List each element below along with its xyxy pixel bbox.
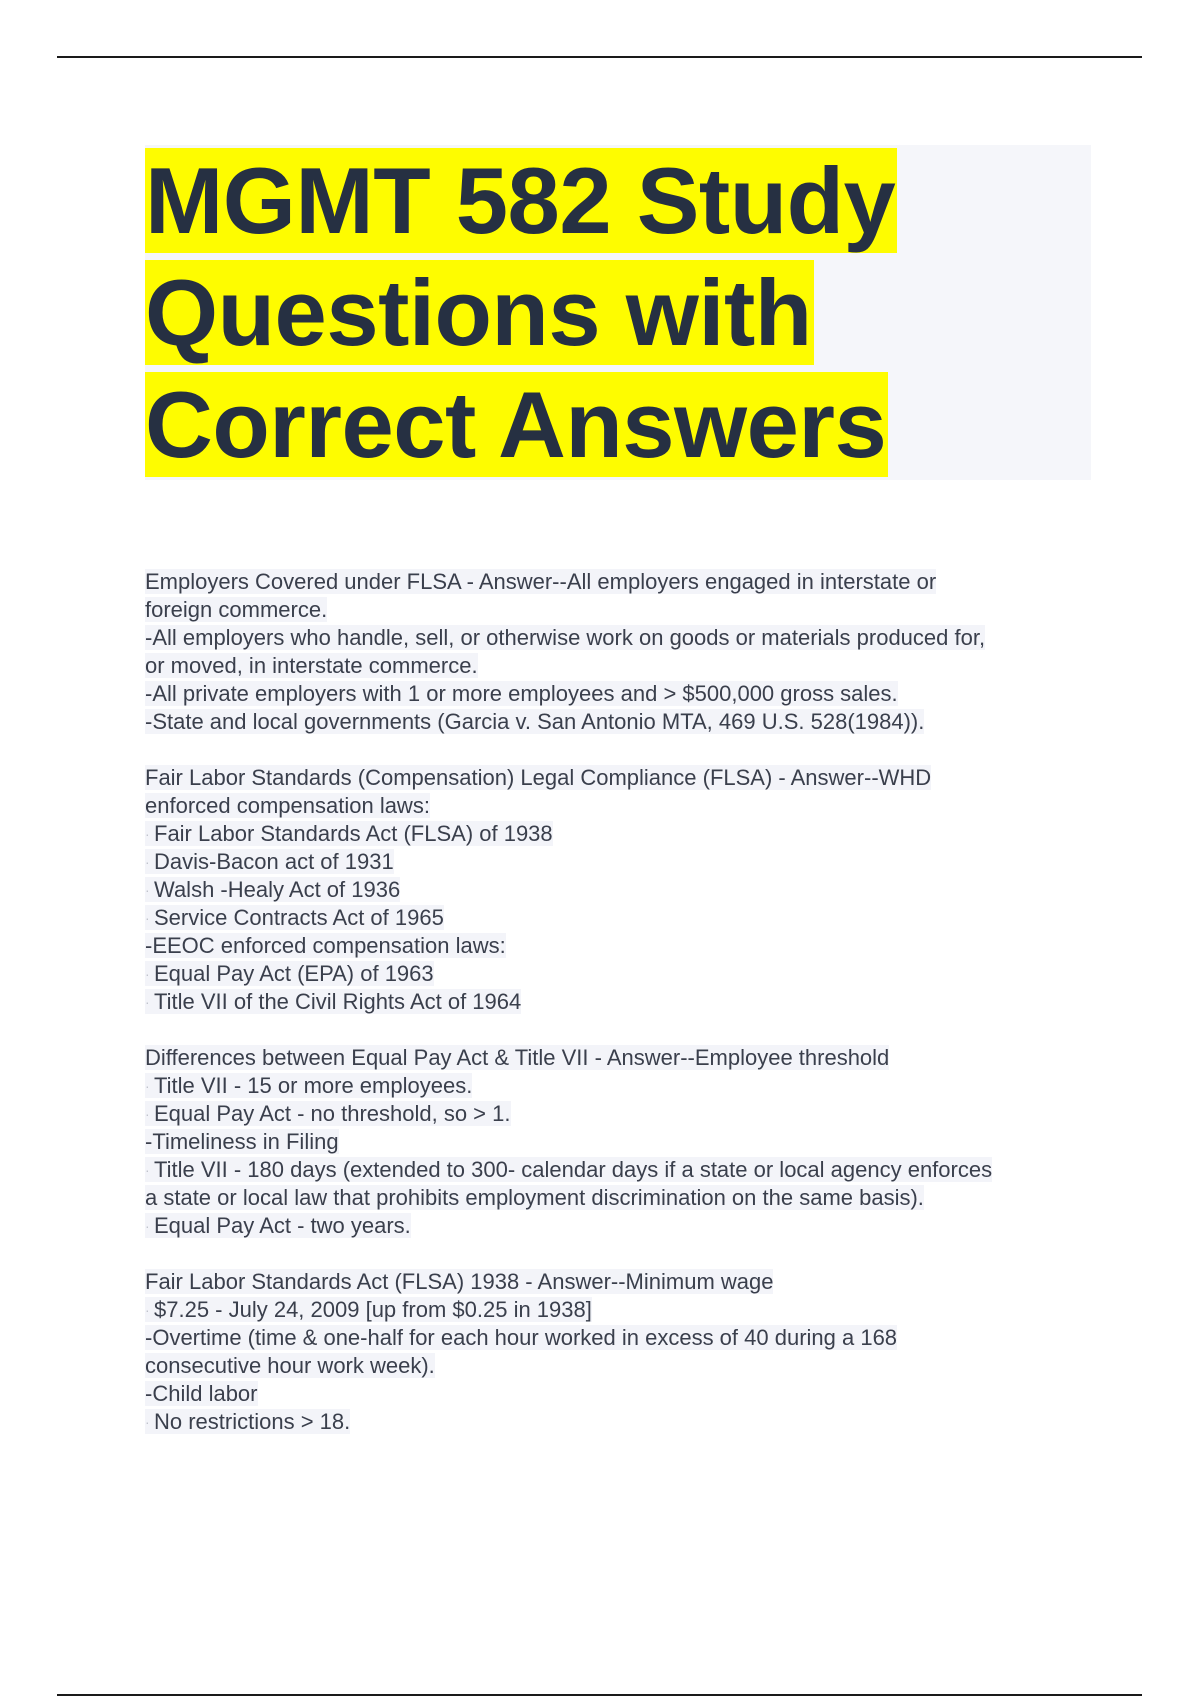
qa-line-text: consecutive hour work week). — [145, 1353, 435, 1378]
qa-line-highlight — [145, 989, 521, 1014]
qa-line-text: Davis-Bacon act of 1931 — [154, 849, 394, 874]
qa-line — [145, 1044, 1085, 1072]
bullet-icon: · — [145, 854, 150, 870]
qa-line-highlight — [145, 1381, 258, 1406]
qa-line-highlight — [145, 1129, 339, 1154]
qa-line-highlight — [145, 905, 444, 930]
qa-line-text: Equal Pay Act (EPA) of 1963 — [154, 961, 434, 986]
qa-line — [145, 904, 1085, 932]
bottom-rule — [57, 1694, 1142, 1696]
qa-line-highlight — [145, 821, 553, 846]
qa-line — [145, 848, 1085, 876]
qa-line-text: -Child labor — [145, 1381, 258, 1406]
qa-line — [145, 1072, 1085, 1100]
qa-block — [145, 568, 1085, 736]
qa-line-text: Fair Labor Standards Act (FLSA) 1938 - Answer--Minimum wage — [145, 1269, 774, 1294]
qa-line-highlight — [145, 1073, 472, 1098]
qa-line-highlight — [145, 765, 931, 790]
qa-line — [145, 820, 1085, 848]
qa-line — [145, 1380, 1085, 1408]
page-title — [145, 145, 1091, 481]
title-line-1: MGMT 582 Study — [145, 148, 896, 253]
qa-line-text: a state or local law that prohibits employment discrimination on the same basis). — [145, 1185, 924, 1210]
qa-line-text: Equal Pay Act - two years. — [154, 1213, 411, 1238]
qa-line — [145, 764, 1085, 792]
qa-line-text: Title VII of the Civil Rights Act of 1964 — [154, 989, 522, 1014]
qa-line-text: No restrictions > 18. — [154, 1409, 351, 1434]
qa-line-text: -All private employers with 1 or more employees and > $500,000 gross sales. — [145, 681, 898, 706]
qa-line-text: -Overtime (time & one-half for each hour worked in excess of 40 during a 168 — [145, 1325, 898, 1350]
qa-line-text: Fair Labor Standards Act (FLSA) of 1938 — [154, 821, 553, 846]
bullet-icon: · — [145, 1414, 150, 1430]
qa-block — [145, 1044, 1085, 1240]
qa-line-highlight — [145, 681, 898, 706]
qa-line — [145, 1100, 1085, 1128]
qa-line-highlight — [145, 1269, 773, 1294]
qa-line-text: Title VII - 15 or more employees. — [154, 1073, 473, 1098]
bullet-icon: · — [145, 882, 150, 898]
bullet-icon: · — [145, 1106, 150, 1122]
qa-line-highlight — [145, 933, 506, 958]
qa-line-highlight — [145, 1325, 897, 1350]
qa-line — [145, 932, 1085, 960]
qa-line — [145, 792, 1085, 820]
qa-line — [145, 1408, 1085, 1436]
qa-line — [145, 596, 1085, 624]
bullet-icon: · — [145, 910, 150, 926]
qa-line — [145, 1156, 1085, 1184]
qa-line-highlight — [145, 709, 924, 734]
bullet-icon: · — [145, 1218, 150, 1234]
bullet-icon: · — [145, 994, 150, 1010]
bullet-icon: · — [145, 826, 150, 842]
qa-line — [145, 652, 1085, 680]
qa-line-highlight — [145, 653, 478, 678]
qa-line-text: foreign commerce. — [145, 597, 328, 622]
qa-line-highlight — [145, 625, 985, 650]
qa-line-highlight — [145, 877, 400, 902]
qa-line — [145, 1184, 1085, 1212]
qa-line-highlight — [145, 1409, 350, 1434]
qa-line — [145, 1128, 1085, 1156]
qa-line — [145, 1352, 1085, 1380]
qa-line-highlight — [145, 597, 327, 622]
qa-line-text: enforced compensation laws: — [145, 793, 430, 818]
qa-line — [145, 1268, 1085, 1296]
qa-line-text: -EEOC enforced compensation laws: — [145, 933, 506, 958]
qa-line-highlight — [145, 1185, 924, 1210]
qa-block — [145, 1268, 1085, 1436]
qa-line — [145, 1296, 1085, 1324]
qa-line-highlight — [145, 1213, 411, 1238]
qa-block — [145, 764, 1085, 1016]
bullet-icon: · — [145, 1302, 150, 1318]
qa-line — [145, 988, 1085, 1016]
qa-line-text: or moved, in interstate commerce. — [145, 653, 478, 678]
title-line-2: Questions with — [145, 260, 812, 365]
qa-line-text: -Timeliness in Filing — [145, 1129, 339, 1154]
qa-line-highlight — [145, 1101, 511, 1126]
title-line-3: Correct Answers — [145, 372, 887, 477]
qa-content — [145, 568, 1085, 1464]
qa-line-highlight — [145, 1045, 889, 1070]
qa-line-text: Differences between Equal Pay Act & Title VII - Answer--Employee threshold — [145, 1045, 890, 1070]
top-rule — [57, 56, 1142, 58]
qa-line-text: Title VII - 180 days (extended to 300- calendar days if a state or local agency enforces — [154, 1157, 993, 1182]
qa-line — [145, 624, 1085, 652]
qa-line-highlight — [145, 569, 936, 594]
qa-line-text: $7.25 - July 24, 2009 [up from $0.25 in 1938] — [154, 1297, 592, 1322]
bullet-icon: · — [145, 966, 150, 982]
qa-line — [145, 1324, 1085, 1352]
title-block — [145, 145, 1091, 480]
qa-line-text: -State and local governments (Garcia v. San Antonio MTA, 469 U.S. 528(1984)). — [145, 709, 925, 734]
qa-line — [145, 876, 1085, 904]
qa-line — [145, 1212, 1085, 1240]
qa-line-highlight — [145, 1297, 592, 1322]
qa-line-text: Equal Pay Act - no threshold, so > 1. — [154, 1101, 511, 1126]
qa-line — [145, 568, 1085, 596]
qa-line — [145, 960, 1085, 988]
qa-line-highlight — [145, 849, 394, 874]
bullet-icon: · — [145, 1162, 150, 1178]
qa-line — [145, 708, 1085, 736]
qa-line-highlight — [145, 1157, 992, 1182]
qa-line-highlight — [145, 961, 434, 986]
qa-line-text: Walsh -Healy Act of 1936 — [154, 877, 401, 902]
qa-line-text: Service Contracts Act of 1965 — [154, 905, 444, 930]
qa-line-text: Employers Covered under FLSA - Answer--All employers engaged in interstate or — [145, 569, 937, 594]
qa-line-highlight — [145, 1353, 435, 1378]
qa-line-text: -All employers who handle, sell, or otherwise work on goods or materials produced for, — [145, 625, 986, 650]
bullet-icon: · — [145, 1078, 150, 1094]
qa-line-highlight — [145, 793, 430, 818]
qa-line — [145, 680, 1085, 708]
qa-line-text: Fair Labor Standards (Compensation) Legal Compliance (FLSA) - Answer--WHD — [145, 765, 932, 790]
